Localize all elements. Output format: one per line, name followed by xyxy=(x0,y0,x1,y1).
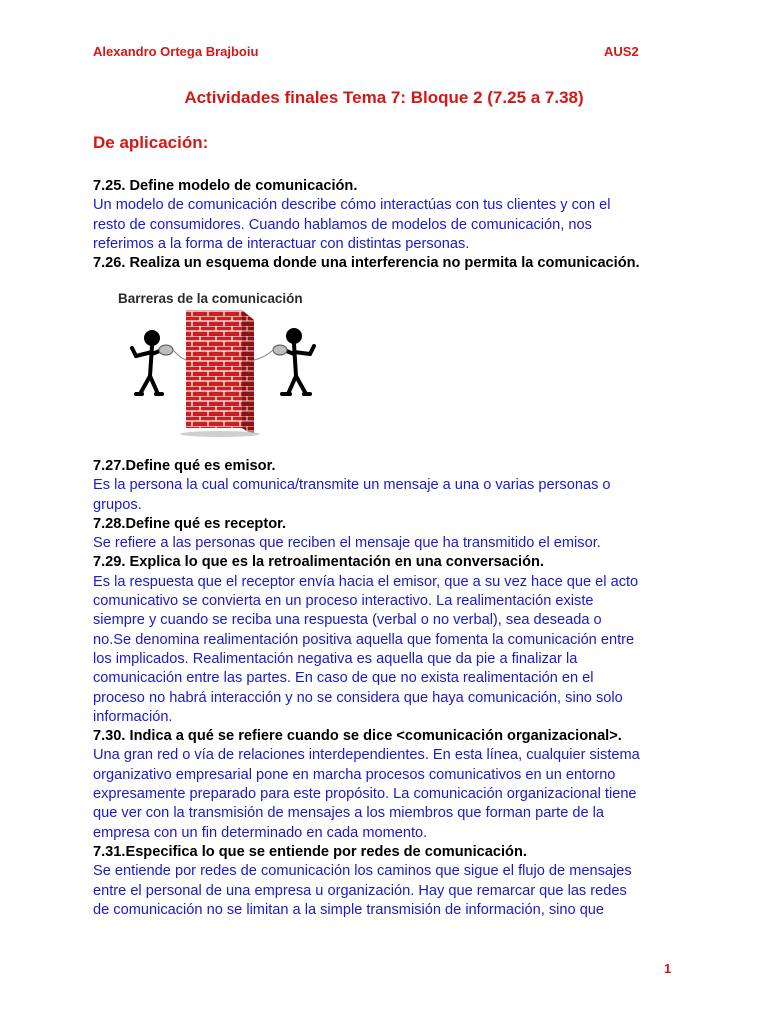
answer-line: Es la respuesta que el receptor envía hacia el emisor, que a su vez hace que el acto xyxy=(93,573,639,590)
answer-line: comunicativo se convierta en un proceso interactivo. La realimentación existe xyxy=(93,593,594,610)
question-7-27: 7.27.Define qué es emisor. xyxy=(93,458,276,474)
answer-line: Una gran red o vía de relaciones interdependientes. En esta línea, cualquier sistema xyxy=(93,747,640,764)
answer-line: expresamente preparado para este propósito. La comunicación organizacional tiene xyxy=(93,786,637,803)
barrier-illustration xyxy=(112,286,342,438)
question-7-31: 7.31.Especifica lo que se entiende por redes de comunicación. xyxy=(93,843,527,860)
header-course: AUS2 xyxy=(604,44,639,59)
tin-can-left xyxy=(159,345,173,355)
answer-line: entre el personal de una empresa u organización. Hay que remarcar que las redes xyxy=(93,882,627,899)
figure-caption: Barreras de la comunicación xyxy=(118,291,303,306)
questions-block-1 xyxy=(93,177,683,273)
answer-line: Un modelo de comunicación describe cómo interactúas con tus clientes y con el xyxy=(93,197,611,214)
answer-line: organizativo empresarial pone en marcha procesos comunicativos en un entorno xyxy=(93,766,616,783)
receiver-figure xyxy=(282,328,314,394)
question-7-30: 7.30. Indica a qué se refiere cuando se dice <comunicación organizacional>. xyxy=(93,728,622,745)
answer-line: referimos a la forma de interactuar con distintas personas. xyxy=(93,235,470,252)
answer-line: que ver con la transmisión de mensajes a los miembros que forman parte de la xyxy=(93,805,605,822)
page-number: 1 xyxy=(664,961,672,976)
answer-line: Se entiende por redes de comunicación los caminos que sigue el flujo de mensajes xyxy=(93,863,632,880)
communication-barrier-figure xyxy=(112,286,342,438)
answer-line: siempre y cuando se reciba una respuesta (verbal o no verbal), sea deseada o xyxy=(93,612,602,629)
sender-figure xyxy=(132,330,162,394)
answer-line: los implicados. Realimentación negativa es aquella que da pie a finalizar la xyxy=(93,650,578,667)
wall-side xyxy=(242,310,254,436)
answer-line: grupos. xyxy=(93,496,142,513)
answer-line: empresa con un fin determinado en cada momento. xyxy=(93,824,428,841)
section-heading: De aplicación: xyxy=(93,133,209,152)
answer-line: no.Se denomina realimentación positiva aquella que fomenta la comunicación entre xyxy=(93,631,635,648)
questions-block-2 xyxy=(93,457,683,920)
answer-line: resto de consumidores. Cuando hablamos de modelos de comunicación, nos xyxy=(93,216,592,233)
question-7-28: 7.28.Define qué es receptor. xyxy=(93,515,287,532)
answer-line: Es la persona la cual comunica/transmite un mensaje a una o varias personas o xyxy=(93,477,611,494)
tin-can-right xyxy=(273,345,287,355)
answer-line: Se refiere a las personas que reciben el mensaje que ha transmitido el emisor. xyxy=(93,535,601,552)
answer-line: comunicación entre las partes. En caso de que no exista realimentación en el xyxy=(93,670,594,687)
document-title: Actividades finales Tema 7: Bloque 2 (7.25 a 7.38) xyxy=(184,88,584,107)
answer-line: proceso no habrá interacción y no se considera que haya comunicación, sino solo xyxy=(93,689,623,706)
question-7-25: 7.25. Define modelo de comunicación. xyxy=(93,178,358,194)
answer-line: información. xyxy=(93,708,173,725)
header-author: Alexandro Ortega Brajboiu xyxy=(93,44,259,59)
question-7-26: 7.26. Realiza un esquema donde una interferencia no permita la comunicación. xyxy=(93,255,640,272)
wall-front xyxy=(186,310,242,428)
question-7-29: 7.29. Explica lo que es la retroalimentación en una conversación. xyxy=(93,554,544,571)
answer-line: de comunicación no se limitan a la simple transmisión de información, sino que xyxy=(93,901,605,918)
